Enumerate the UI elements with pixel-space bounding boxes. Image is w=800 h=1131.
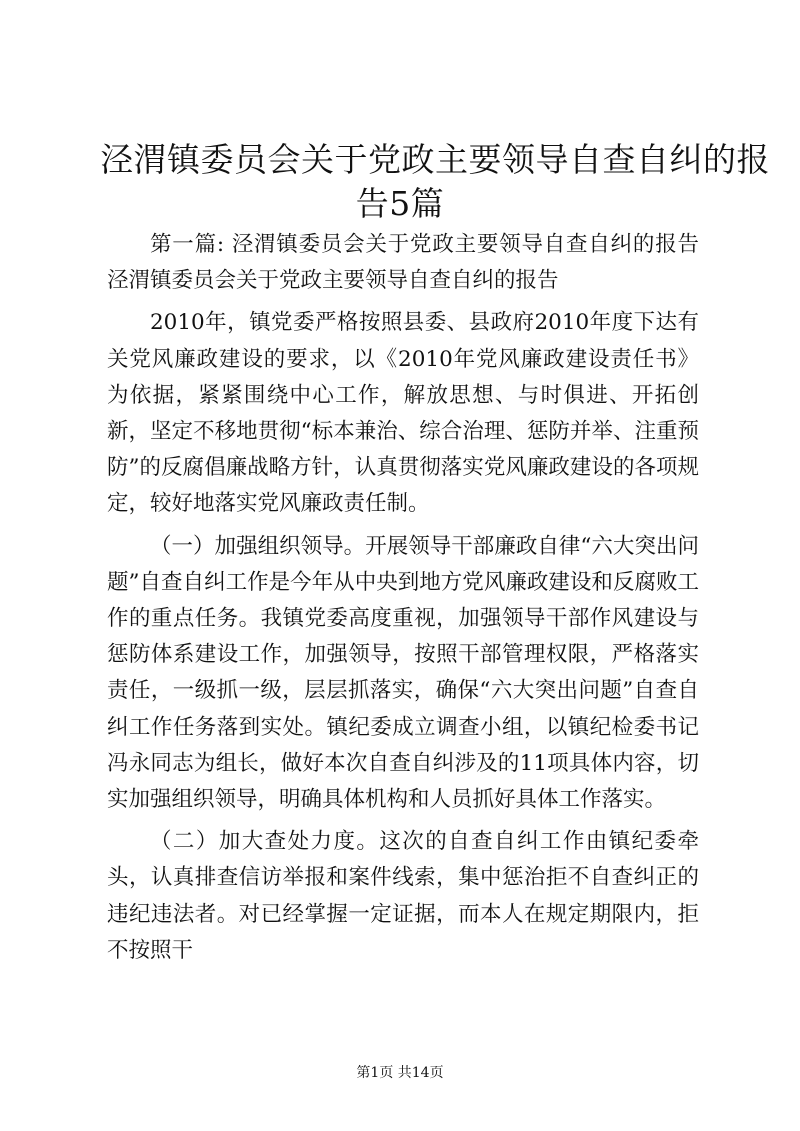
- title-line-2: 告5篇: [355, 184, 445, 223]
- paragraph-intro: 2010年，镇党委严格按照县委、县政府2010年度下达有关党风廉政建设的要求，以《2010年党风廉政建设责任书》为依据，紧紧围绕中心工作，解放思想、与时俱进、开拓创新，坚定不移地贯彻“标本兼治、综合治理、惩防并举、注重预防”的反腐倡廉战略方针，认真贯彻落实党风廉政建设的各项规定，较好地落实党风廉政责任制。: [107, 310, 699, 517]
- page-footer: 第1页 共14页: [356, 1065, 444, 1081]
- title-line-1: 泾渭镇委员会关于党政主要领导自查自纠的报: [100, 140, 770, 179]
- document-title: [100, 138, 770, 226]
- document-body: [107, 227, 699, 969]
- paragraph-section-1: （一）加强组织领导。开展领导干部廉政自律“六大突出问题”自查自纠工作是今年从中央到地方党风廉政建设和反腐败工作的重点任务。我镇党委高度重视，加强领导干部作风建设与惩防体系建设工作，加强领导，按照干部管理权限，严格落实责任，一级抓一级，层层抓落实，确保“六大突出问题”自查自纠工作任务落到实处。镇纪委成立调查小组，以镇纪检委书记冯永同志为组长，做好本次自查自纠涉及的11项具体内容，切实加强组织领导，明确具体机构和人员抓好具体工作落实。: [107, 533, 699, 813]
- paragraph-section-2: （二）加大查处力度。这次的自查自纠工作由镇纪委牵头，认真排查信访举报和案件线索，集中惩治拒不自查纠正的违纪违法者。对已经掌握一定证据，而本人在规定期限内，拒不按照干: [107, 829, 699, 963]
- paragraph-heading: 第一篇: 泾渭镇委员会关于党政主要领导自查自纠的报告泾渭镇委员会关于党政主要领导自查自纠的报告: [107, 232, 699, 294]
